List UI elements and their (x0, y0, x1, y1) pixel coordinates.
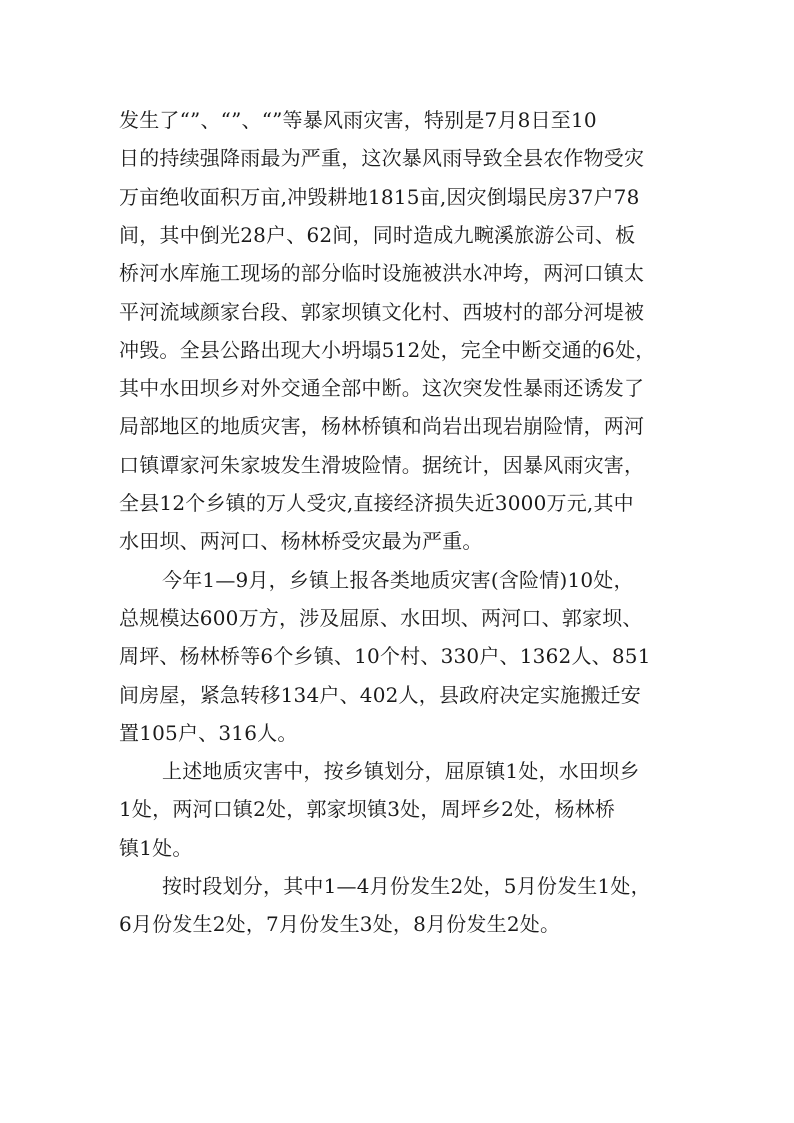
text-line: 发生了“”、“”、“”等暴风雨灾害，特别是7月8日至10 (119, 108, 597, 132)
text-line: 置105户、316人。 (119, 721, 298, 745)
text-line: 镇1处。 (119, 836, 193, 860)
text-line: 全县12个乡镇的万人受灾,直接经济损失近3000万元,其中 (119, 491, 634, 515)
text-line: 万亩绝收面积万亩,冲毁耕地1815亩,因灾倒塌民房37户78 (119, 185, 640, 209)
paragraph-start-line: 上述地质灾害中，按乡镇划分，屈原镇1处，水田坝乡 (162, 759, 640, 783)
text-line: 日的持续强降雨最为严重，这次暴风雨导致全县农作物受灾 (119, 146, 645, 170)
paragraph-start-line: 按时段划分，其中1—4月份发生2处，5月份发生1处， (162, 874, 651, 898)
text-line: 冲毁。全县公路出现大小坍塌512处，完全中断交通的6处， (119, 338, 656, 362)
text-line: 周坪、杨林桥等6个乡镇、10个村、330户、1362人、851 (119, 644, 651, 668)
text-line: 口镇谭家河朱家坡发生滑坡险情。据统计，因暴风雨灾害， (119, 453, 645, 477)
text-line: 平河流域颜家台段、郭家坝镇文化村、西坡村的部分河堤被 (119, 300, 645, 324)
text-line: 总规模达600万方，涉及屈原、水田坝、两河口、郭家坝、 (119, 606, 643, 630)
text-line: 6月份发生2处，7月份发生3处，8月份发生2处。 (119, 912, 561, 936)
text-line: 其中水田坝乡对外交通全部中断。这次突发性暴雨还诱发了 (119, 376, 645, 400)
text-line: 间，其中倒光28户、62间，同时造成九畹溪旅游公司、板 (119, 223, 636, 247)
paragraph-start-line: 今年1—9月，乡镇上报各类地质灾害(含险情)10处， (162, 568, 634, 592)
text-line: 局部地区的地质灾害，杨林桥镇和尚岩出现岩崩险情，两河 (119, 414, 645, 438)
text-line: 水田坝、两河口、杨林桥受灾最为严重。 (119, 529, 483, 553)
text-line: 间房屋，紧急转移134户、402人，县政府决定实施搬迁安 (119, 683, 641, 707)
text-line: 桥河水库施工现场的部分临时设施被洪水冲垮，两河口镇太 (119, 261, 645, 285)
text-line: 1处，两河口镇2处，郭家坝镇3处，周坪乡2处，杨林桥 (119, 797, 616, 821)
